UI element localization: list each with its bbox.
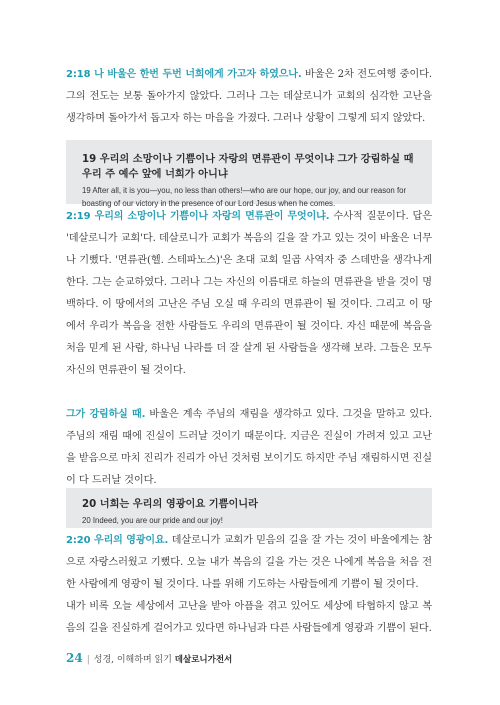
page-number: 24	[66, 651, 83, 665]
paragraph-text: 내가 비록 오늘 세상에서 고난을 받아 아픔을 겪고 있어도 세상에 타협하지 않고 복음의 길을 진실하게 걸어가고 있다면 하나님과 다른 사람들에게 영광과 기쁨이 된다.	[66, 601, 432, 634]
paragraph-text: 수사적 질문이다. 답은 '데살로니가 교회'다. 데살로니가 교회가 복음의 길을 잘 가고 있는 것이 바울은 너무나 기뻤다. '면류관(헬. 스테파노스)'은 초대 교회 일곱 사역자 중 스데반을 생각나게 한다. 그는 순교하였다. 그러나 그는 자신의 이름대로 하늘의 면류관을 받을 것이 명백하다. 이 땅에서의 고난은 주님 오실 때 우리의 면류관이 될 것이다. 그리고 이 땅에서 우리가 복음을 전한 사람들도 우리의 면류관이 될 것이다. 자신 때문에 복음을 처음 믿게 된 사람, 하나님 나라를 더 잘 살게 된 사람들을 생각해 보라. 그들은 모두 자신의 면류관이 될 것이다.	[66, 211, 432, 376]
paragraph-2-18	[66, 64, 432, 130]
verse-heading: 2:18 나 바울은 한번 두번 너희에게 가고자 하였으나.	[66, 69, 302, 80]
page-footer	[66, 651, 232, 665]
verse-heading: 2:19 우리의 소망이나 기쁨이나 자랑의 면류관이 무엇이냐.	[66, 211, 330, 222]
verse-heading: 2:20 우리의 영광이요.	[66, 535, 169, 546]
verse-english: 20 Indeed, you are our pride and our joy!	[82, 516, 223, 525]
verse-box-20	[66, 488, 432, 528]
paragraph-2-19	[66, 206, 432, 382]
paragraph-2-20	[66, 530, 432, 596]
paragraph-text: 바울은 계속 주님의 재림을 생각하고 있다. 그것을 말하고 있다. 주님의 재림 때에 진실이 드러날 것이기 때문이다. 지금은 진실이 가려져 있고 고난을 받음으로 마치 진리가 진리가 아닌 것처럼 보이기도 하지만 주님 재림하시면 진실이 다 드러날 것이다.	[66, 409, 432, 486]
verse-heading: 그가 강림하실 때.	[66, 409, 146, 420]
paragraph-text: 바울은 2차 전도여행 중이다. 그의 전도는 보통 돌아가지 않았다. 그러나 그는 데살로니가 교회의 심각한 고난을 생각하며 돌아가서 돕고자 하는 마음을 가졌다. 그러나 상황이 그렇게 되지 않았다.	[66, 69, 432, 124]
footer-separator: |	[86, 655, 90, 665]
paragraph-text: 데살로니가 교회가 믿음의 길을 잘 가는 것이 바울에게는 참으로 자랑스러웠고 기뻤다. 오늘 내가 복음의 길을 가는 것은 나에게 복음을 처음 전한 사람에게 영광이 될 것이다. 나를 위해 기도하는 사람들에게 기쁨이 될 것이다.	[66, 535, 433, 590]
series-title: 성경, 이해하며 읽기	[93, 655, 172, 665]
paragraph-conclusion	[66, 596, 432, 640]
verse-korean: 19 우리의 소망이나 기쁨이나 자랑의 면류관이 무엇이냐 그가 강림하실 때 우리 주 예수 앞에 너희가 아니냐	[82, 154, 414, 180]
book-title: 데살로니가전서	[174, 655, 233, 665]
verse-korean: 20 너희는 우리의 영광이요 기쁨이니라	[82, 499, 258, 510]
paragraph-coming	[66, 404, 432, 492]
verse-box-19	[66, 140, 432, 208]
verse-english: 19 After all, it is you—you, no less than others!—who are our hope, our joy, and our reason for boasting of our victory in the presence of our Lord Jesus when he comes.	[82, 186, 407, 208]
